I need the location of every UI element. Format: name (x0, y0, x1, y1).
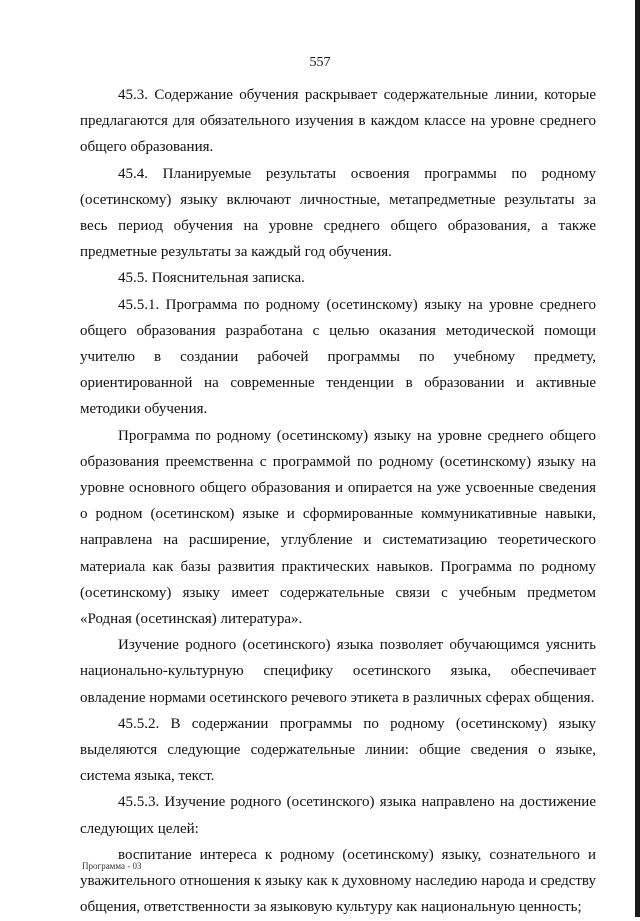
paragraph-45-5: 45.5. Пояснительная записка. (118, 270, 305, 287)
document-body (80, 82, 596, 921)
paragraph-continuity: Программа по родному (осетинскому) языку на уровне среднего общего образования преемственна с программой по родному (осетинскому) языку на уровне основного общего образования и опирается на уже усвоенные сведения о родном (осетинском) языке и сформированные коммуникативные навыки, направлена на расширение, углубление и систематизацию теоретического материала как базы развития практических навыков. Программа по родному (осетинскому) языку имеет содержательные связи с учебным предметом «Родная (осетинская) литература». (80, 427, 596, 628)
page-number: 557 (309, 55, 331, 70)
paragraph-study-purpose: Изучение родного (осетинского) языка позволяет обучающимся уяснить национально-культурную специфику осетинского языка, обеспечивает овладение нормами осетинского речевого этикета в различных сферах общения. (80, 637, 596, 706)
paragraph-45-3: 45.3. Содержание обучения раскрывает содержательные линии, которые предлагаются для обязательного изучения в каждом классе на уровне среднего общего образования. (80, 87, 596, 156)
scan-edge (635, 0, 640, 917)
paragraph-45-5-2: 45.5.2. В содержании программы по родному (осетинскому) языку выделяются следующие содержательные линии: общие сведения о языке, система языка, текст. (80, 715, 596, 785)
paragraph-45-4: 45.4. Планируемые результаты освоения программы по родному (осетинскому) языку включают личностные, метапредметные результаты за весь период обучения на уровне среднего общего образования, а также предметные результаты за каждый год обучения. (80, 165, 596, 261)
paragraph-goal-1: воспитание интереса к родному (осетинскому) языку, сознательного и уважительного отношения к языку как к духовному наследию народа и средству общения, ответственности за языковую культуру как национальную ценность; (80, 846, 596, 916)
paragraph-45-5-1: 45.5.1. Программа по родному (осетинскому) языку на уровне среднего общего образования разработана с целью оказания методической помощи учителю в создании рабочей программы по учебному предмету, ориентированной на современные тенденции в образовании и активные методики обучения. (80, 296, 596, 418)
footer-label: Программа - 03 (82, 861, 142, 871)
paragraph-45-5-3: 45.5.3. Изучение родного (осетинского) языка направлено на достижение следующих целей: (80, 794, 596, 837)
